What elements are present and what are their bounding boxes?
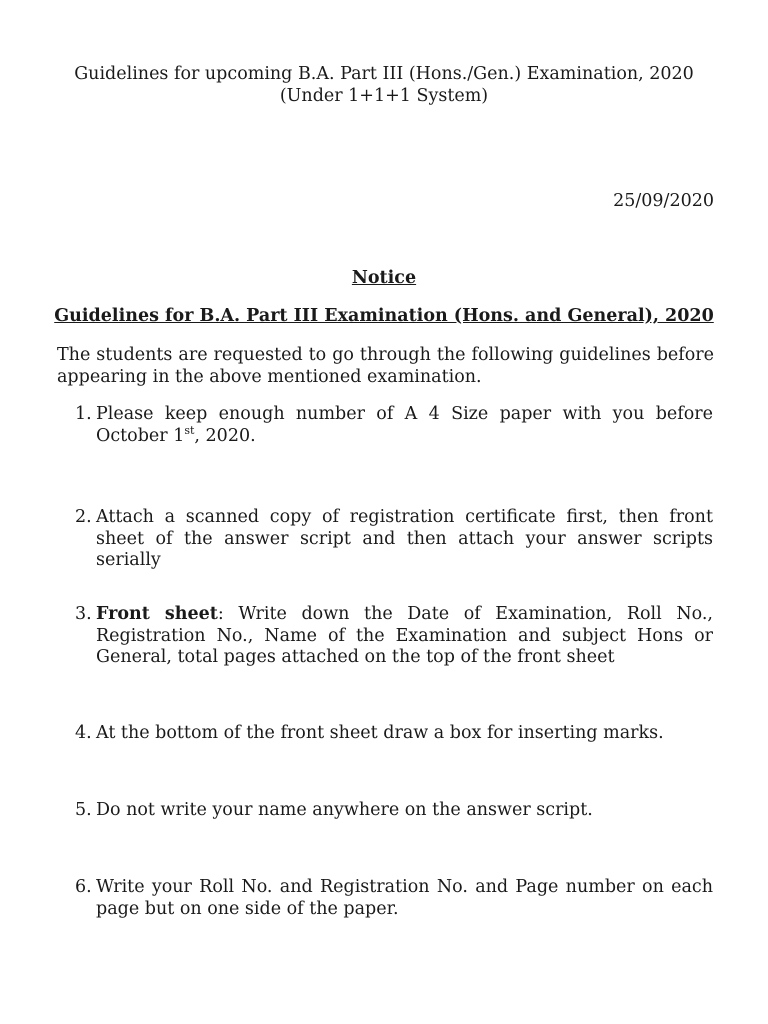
list-item-number: 6.	[75, 877, 92, 897]
list-item-text: Write your Roll No. and Registration No. and Page number on each page but on one side of the paper.	[96, 877, 713, 919]
guidelines-subtitle: Guidelines for B.A. Part III Examination (Hons. and General), 2020	[54, 306, 714, 326]
list-item-text: At the bottom of the front sheet draw a box for inserting marks.	[96, 723, 664, 743]
notice-title: Notice	[351, 268, 417, 288]
intro-paragraph: The students are requested to go through the following guidelines before appearing in the above mentioned examination.	[57, 345, 714, 387]
notice-date: 25/09/2020	[613, 191, 714, 211]
header-line-2: (Under 1+1+1 System)	[279, 85, 489, 106]
list-item-number: 1.	[75, 404, 92, 424]
list-item-number: 3.	[75, 604, 92, 624]
list-item-text	[96, 404, 713, 447]
list-item-number: 5.	[75, 800, 92, 820]
header-line-1: Guidelines for upcoming B.A. Part III (Hons./Gen.) Examination, 2020	[74, 64, 694, 84]
list-item-text: Do not write your name anywhere on the answer script.	[96, 800, 593, 820]
list-item-text	[96, 604, 713, 669]
document-header	[0, 64, 768, 107]
list-item-text-main: : Write down the Date of Examination, Roll No., Registration No., Name of the Examination and subject Hons or General, total pages attached on the top of the front sheet	[96, 604, 713, 667]
list-item-text: Attach a scanned copy of registration certificate first, then front sheet of the answer script and then attach your answer scripts serially	[96, 507, 713, 570]
list-item-text-main: Please keep enough number of A 4 Size paper with you before October 1	[96, 404, 713, 446]
list-item-text-tail: , 2020.	[194, 425, 256, 446]
list-item-number: 4.	[75, 723, 92, 743]
superscript: st	[184, 423, 195, 437]
list-item-bold-label: Front sheet	[96, 604, 218, 624]
list-item-number: 2.	[75, 507, 92, 527]
